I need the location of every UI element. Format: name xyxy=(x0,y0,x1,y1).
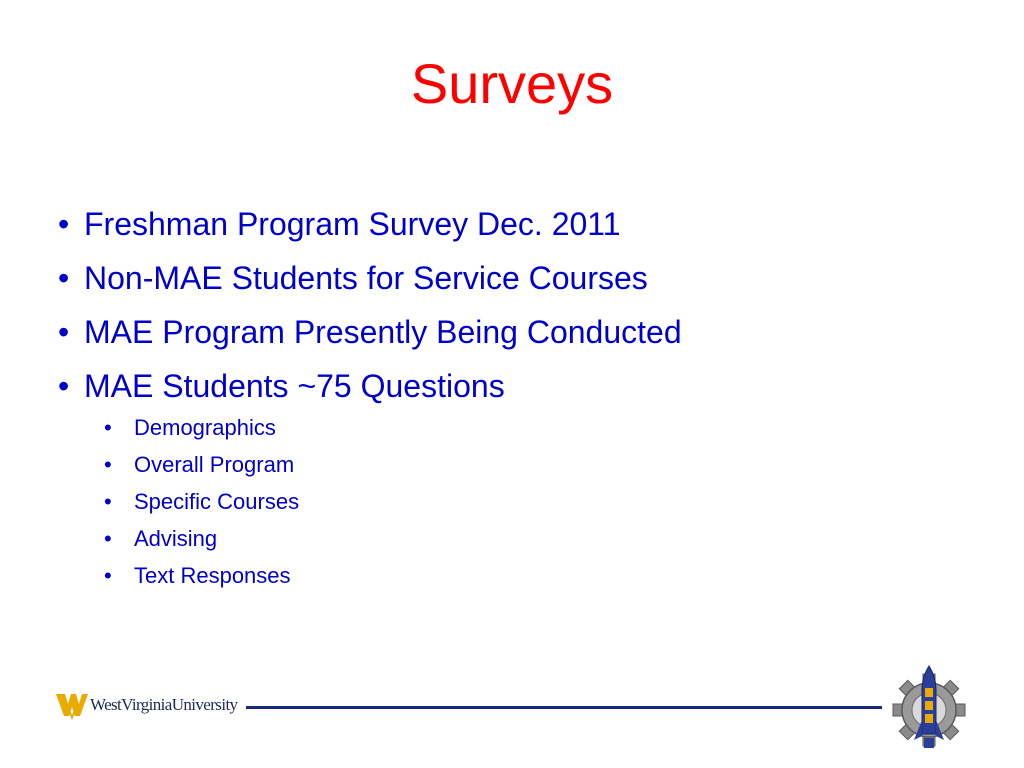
sub-bullet-text: Advising xyxy=(134,526,218,551)
bullet-text: MAE Students ~75 Questions xyxy=(84,368,505,404)
bullet-item xyxy=(58,305,682,359)
bullet-text: MAE Program Presently Being Conducted xyxy=(84,314,682,350)
footer-divider xyxy=(246,706,882,709)
sub-bullet-text: Specific Courses xyxy=(134,489,300,514)
bullet-dot: • xyxy=(58,314,70,350)
bullet-item xyxy=(58,251,682,305)
bullet-dot: • xyxy=(58,368,70,404)
sub-bullet-dot: • xyxy=(104,415,112,440)
bullet-dot: • xyxy=(58,260,70,296)
wv-flying-wv-icon xyxy=(56,690,88,720)
wvu-logo xyxy=(56,688,237,722)
sub-bullet-dot: • xyxy=(104,489,112,514)
sub-bullet-item xyxy=(104,483,299,520)
sub-bullet-text: Demographics xyxy=(134,415,276,440)
sub-bullet-text: Overall Program xyxy=(134,452,295,477)
sub-bullet-dot: • xyxy=(104,563,112,588)
sub-bullet-item xyxy=(104,446,299,483)
sub-bullet-item xyxy=(104,520,299,557)
bullet-item xyxy=(58,197,682,251)
sub-bullet-text: Text Responses xyxy=(134,563,291,588)
bullet-dot: • xyxy=(58,206,70,242)
slide-title: Surveys xyxy=(410,52,614,115)
bullet-text: Non-MAE Students for Service Courses xyxy=(84,260,648,296)
mae-gear-rocket-icon xyxy=(892,664,966,750)
sub-bullet-item xyxy=(104,409,299,446)
sub-bullet-list xyxy=(104,409,299,594)
sub-bullet-dot: • xyxy=(104,526,112,551)
sub-bullet-dot: • xyxy=(104,452,112,477)
bullet-list xyxy=(58,197,682,413)
bullet-text: Freshman Program Survey Dec. 2011 xyxy=(84,206,621,242)
bullet-item xyxy=(58,359,682,413)
sub-bullet-item xyxy=(104,557,299,594)
wvu-wordmark: WestVirginiaUniversity xyxy=(90,695,238,714)
